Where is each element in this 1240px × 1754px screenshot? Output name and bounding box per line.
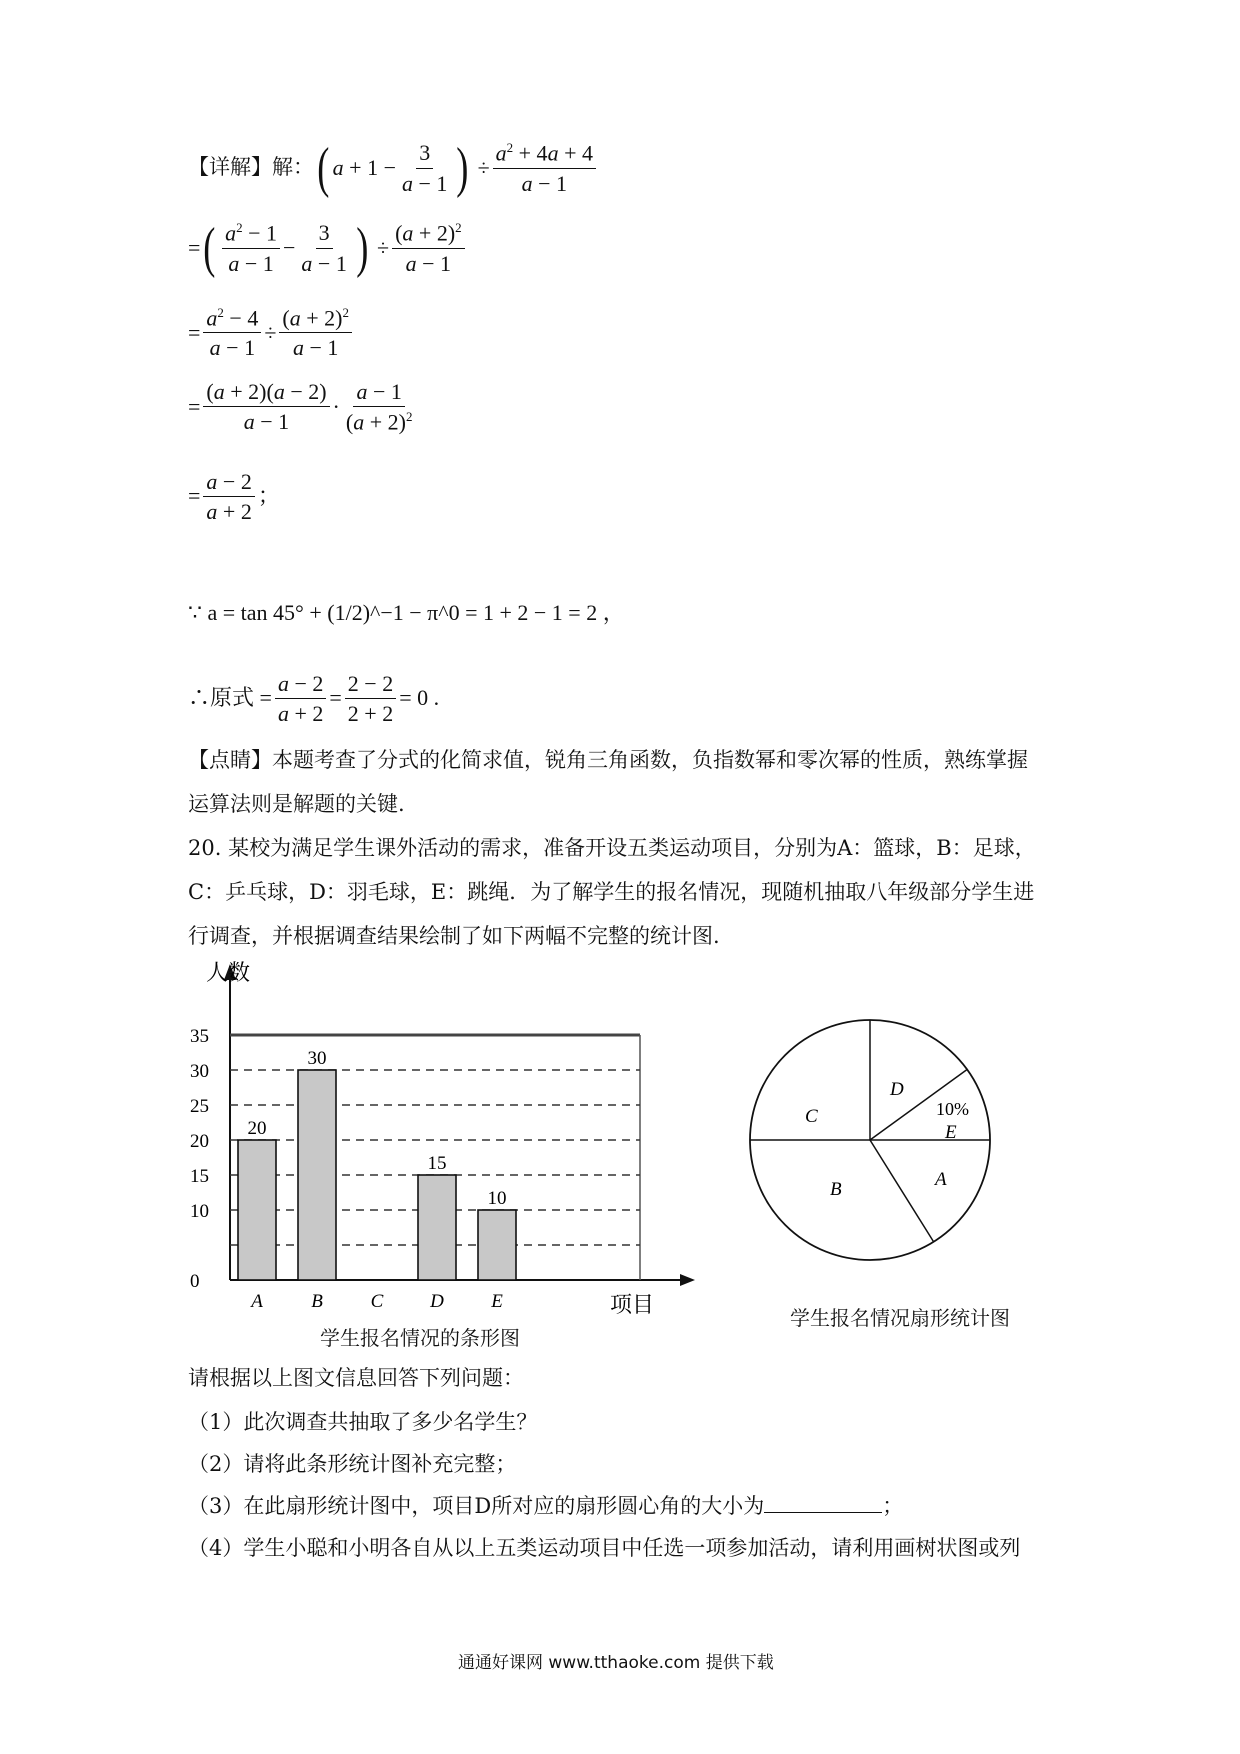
solution-label: 【详解】解： [188, 155, 314, 180]
question-text-1: 某校为满足学生课外活动的需求，准备开设五类运动项目，分别为A：篮球，B：足球， [228, 836, 1036, 860]
bar-chart [190, 950, 710, 1320]
question-line-2: C：乒乓球，D：羽毛球，E：跳绳．为了解学生的报名情况，现随机抽取八年级部分学生进 [188, 880, 1035, 904]
bar-value-label: 30 [307, 1048, 327, 1069]
bar-E [478, 1210, 516, 1280]
page-footer: 通通好课网 www.tthaoke.com 提供下载 [458, 1653, 774, 1673]
x-tick-label: D [430, 1291, 444, 1312]
x-tick-label: B [311, 1291, 323, 1312]
x-axis-label: 项目 [610, 1293, 655, 1318]
equals-sign: = [188, 319, 201, 345]
answer-blank[interactable] [764, 1494, 882, 1513]
pie-divider [870, 1140, 934, 1242]
bar-value-label: 15 [427, 1153, 447, 1174]
solution-line-4: = $\frac{(a + 2)(a - 2)}{a - 1}$ · $\frac{a - 1}{(a + 2)^2}$ [188, 379, 413, 435]
equals-sign: = [188, 234, 201, 260]
y-tick-label: 0 [190, 1271, 200, 1292]
sub-question-4: （4）学生小聪和小明各自从以上五类运动项目中任选一项参加活动，请利用画树状图或列 [188, 1536, 1021, 1560]
pie-label-A: A [935, 1169, 947, 1190]
comment-text-1: 本题考查了分式的化简求值，锐角三角函数，负指数幂和零次幂的性质，熟练掌握 [272, 748, 1028, 772]
questions-intro: 请根据以上图文信息回答下列问题： [188, 1366, 524, 1390]
semicolon: ； [257, 483, 280, 509]
solution-line-1 [188, 137, 599, 199]
result: = 0 . [399, 685, 440, 711]
y-axis-label: 人数 [206, 961, 251, 986]
pie-percent-label: 10% [936, 1099, 969, 1119]
y-tick-label: 10 [190, 1201, 209, 1222]
pie-label-C: C [805, 1106, 818, 1127]
comment-line-1 [188, 748, 1028, 773]
sub-question-1: （1）此次调查共抽取了多少名学生？ [188, 1410, 538, 1434]
because-line: ∵ a = tan 45° + (1/2)^−1 − π^0 = 1 + 2 − 1 = 2 ， [188, 600, 625, 625]
sub-question-2: （2）请将此条形统计图补充完整； [188, 1452, 517, 1476]
sub-question-3-end: ； [882, 1494, 904, 1518]
therefore-label: ∴原式 [188, 685, 255, 711]
y-tick-label: 20 [190, 1131, 209, 1152]
therefore-line: ∴原式 = $\frac{a - 2}{a + 2}$ = $\frac{2 - 2}{2 + 2}$ = 0 . [188, 671, 440, 727]
sub-question-3 [188, 1494, 903, 1519]
pie-label-D: D [890, 1079, 904, 1100]
y-tick-label: 35 [190, 1026, 209, 1047]
y-tick-label: 15 [190, 1166, 209, 1187]
bar-value-label: 20 [247, 1118, 267, 1139]
pie-chart [740, 1010, 1000, 1270]
bar-value-label: 10 [487, 1188, 507, 1209]
y-tick-label: 30 [190, 1061, 209, 1082]
y-tick-label: 25 [190, 1096, 209, 1117]
expression-1: ( a + 1 − $\frac{3}{a - 1}$ ) ÷ $\frac{a^2 + 4a + 4}{a - 1}$ [314, 140, 599, 196]
x-tick-label: A [251, 1291, 263, 1312]
bar-A [238, 1140, 276, 1280]
question-number: 20. [188, 836, 222, 860]
equals-sign: = [188, 483, 201, 509]
solution-line-5: = $\frac{a - 2}{a + 2}$ ； [188, 469, 280, 525]
sub-question-3-text: （3）在此扇形统计图中，项目D所对应的扇形圆心角的大小为 [188, 1494, 765, 1518]
solution-line-3: = $\frac{a^2 - 4}{a - 1}$ ÷ $\frac{(a + 2)^2}{a - 1}$ [188, 306, 355, 360]
question-line-3: 行调查，并根据调查结果绘制了如下两幅不完整的统计图. [188, 924, 720, 948]
bar-B [298, 1070, 336, 1280]
bar-chart-title: 学生报名情况的条形图 [320, 1326, 520, 1350]
x-tick-label: E [491, 1291, 503, 1312]
x-axis-arrow [680, 1274, 695, 1286]
pie-chart-title: 学生报名情况扇形统计图 [790, 1306, 1010, 1330]
solution-line-2: = ( $\frac{a^2 - 1}{a - 1}$ − $\frac{3}{a - 1}$ ) ÷ $\frac{(a + 2)^2}{a - 1}$ [188, 220, 468, 276]
pie-label-B: B [830, 1179, 842, 1200]
comment-label: 【点睛】 [188, 748, 272, 772]
equals-sign: = [188, 393, 201, 419]
x-tick-label: C [370, 1291, 384, 1312]
comment-line-2: 运算法则是解题的关键. [188, 792, 405, 816]
pie-label-E: E [945, 1122, 957, 1143]
bar-D [418, 1175, 456, 1280]
question-line-1 [188, 836, 1036, 861]
